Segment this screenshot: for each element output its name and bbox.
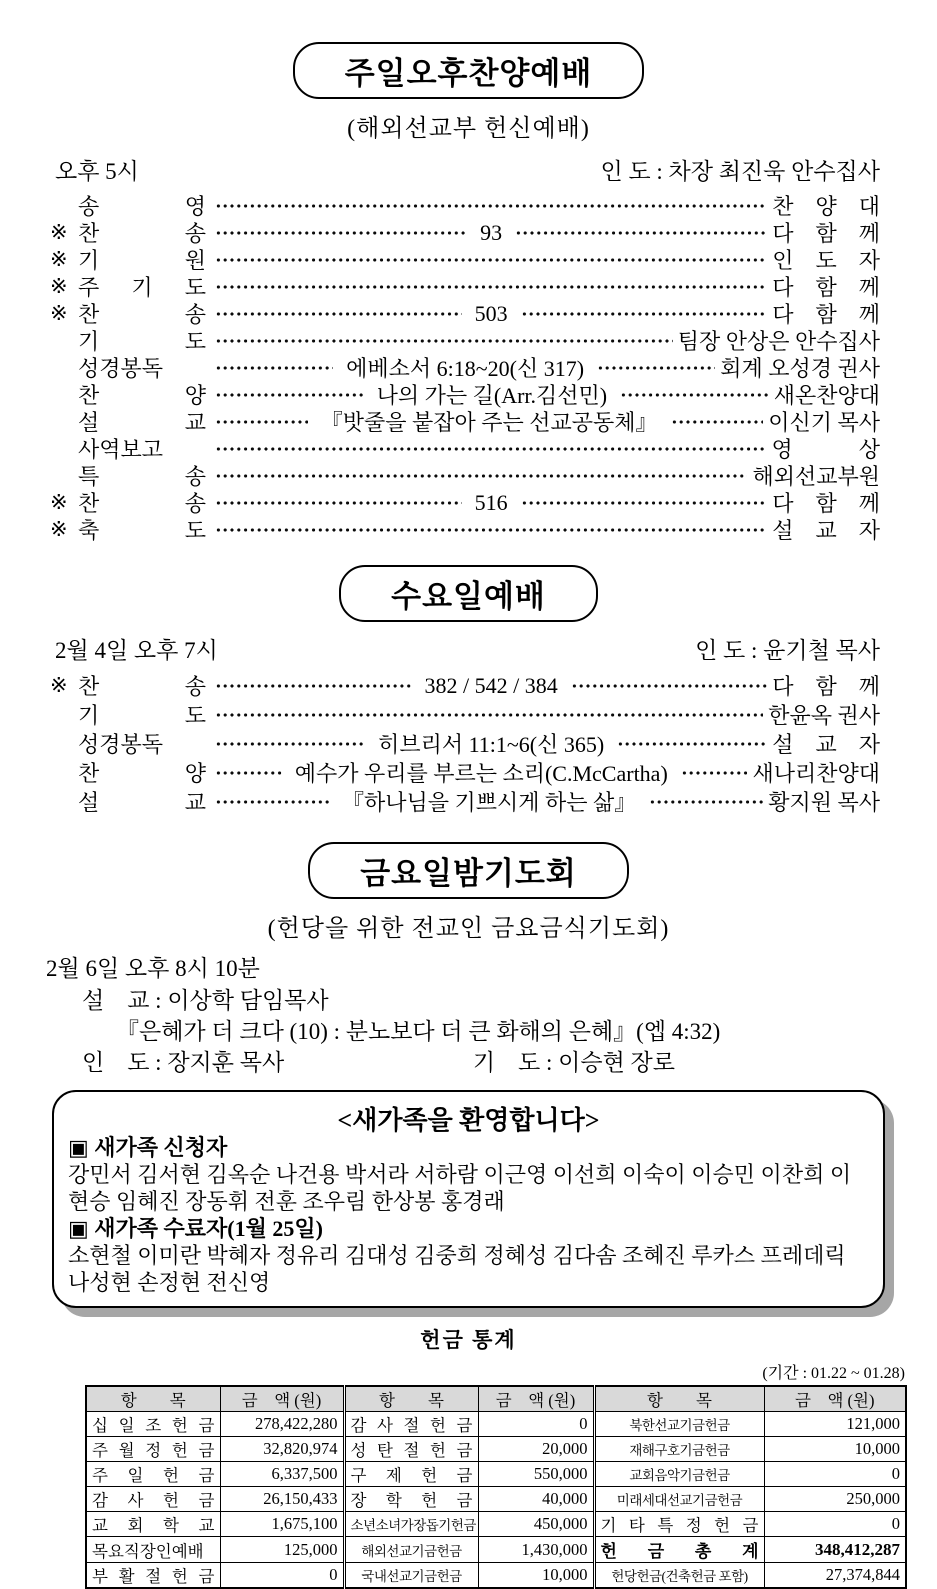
offering-statistics-table	[85, 1385, 907, 1589]
order-item-label: 축 도	[78, 518, 206, 543]
offering-table-row	[86, 1462, 906, 1487]
dotted-leader	[215, 446, 766, 452]
offering-amount-cell: 1,430,000	[478, 1537, 594, 1563]
offering-amount-cell: 0	[764, 1462, 906, 1487]
offering-amount-cell: 10,000	[478, 1563, 594, 1589]
dotted-leader	[215, 365, 333, 371]
order-item-detail: 에베소서 6:18~20(신 317)	[346, 356, 585, 381]
friday-prayer-subtitle: (헌당을 위한 전교인 금요금식기도회)	[267, 916, 670, 942]
worship-order-line	[50, 489, 880, 516]
sunday-order-list	[50, 192, 880, 543]
order-item-performer: 해외선교부원	[752, 464, 880, 489]
offering-table-row	[86, 1437, 906, 1462]
wednesday-worship-leader: 인 도 : 윤기철 목사	[695, 638, 880, 663]
order-mark: ※	[50, 517, 68, 541]
offering-item-cell: 재해구호기금헌금	[594, 1437, 764, 1462]
worship-order-line	[50, 327, 880, 354]
order-mark: ※	[50, 220, 68, 244]
worship-order-line	[50, 758, 880, 787]
dotted-leader	[215, 338, 673, 344]
order-item-label: 사역보고	[78, 437, 164, 462]
worship-order-line	[50, 729, 880, 758]
offering-item-cell: 성 탄 절 헌 금	[344, 1437, 478, 1462]
dotted-leader	[597, 365, 715, 371]
wednesday-order-list	[50, 671, 880, 816]
order-item-label: 설 교	[78, 410, 206, 435]
offering-table-row	[86, 1487, 906, 1512]
dotted-leader	[215, 257, 767, 263]
order-item-label: 찬 송	[78, 674, 206, 699]
offering-amount-cell: 1,675,100	[220, 1512, 344, 1537]
offering-item-cell: 주 월 정 헌 금	[86, 1437, 220, 1462]
order-mark: ※	[50, 274, 68, 298]
offering-amount-cell: 0	[764, 1512, 906, 1537]
worship-order-line	[50, 671, 880, 700]
offering-amount-cell: 250,000	[764, 1487, 906, 1512]
friday-prayer-line: 기 도 : 이승현 장로	[472, 1050, 675, 1075]
dotted-leader	[215, 230, 467, 236]
friday-sermon-line: 설 교 : 이상학 담임목사	[82, 988, 329, 1013]
worship-order-line	[50, 300, 880, 327]
offering-amount-cell: 121,000	[764, 1412, 906, 1437]
order-mark: ※	[50, 247, 68, 271]
offering-amount-cell: 40,000	[478, 1487, 594, 1512]
dotted-leader	[671, 419, 764, 425]
wednesday-worship-section	[0, 543, 937, 816]
offering-amount-cell: 10,000	[764, 1437, 906, 1462]
worship-order-line	[50, 700, 880, 729]
offering-amount-cell: 32,820,974	[220, 1437, 344, 1462]
worship-order-line	[50, 516, 880, 543]
order-item-performer: 다 함 께	[772, 221, 881, 246]
offering-amount-header: 금 액 (원)	[478, 1386, 594, 1412]
worship-order-line	[50, 219, 880, 246]
dotted-leader	[215, 683, 412, 689]
friday-sermon-title: 『은혜가 더 크다 (10) : 분노보다 더 큰 화해의 은혜』(엡 4:32)	[116, 1019, 721, 1044]
offering-item-cell: 목요직장인예배	[86, 1537, 220, 1563]
order-item-detail: 516	[474, 489, 508, 515]
order-item-performer: 인 도 자	[772, 248, 880, 273]
order-item-performer: 찬 양 대	[772, 194, 880, 219]
order-item-performer: 회계 오성경 권사	[720, 356, 881, 381]
new-family-graduates-heading: ▣ 새가족 수료자(1월 25일)	[68, 1216, 323, 1241]
dotted-leader	[681, 770, 748, 776]
dotted-leader	[215, 419, 308, 425]
wednesday-worship-datetime: 2월 4일 오후 7시	[55, 638, 218, 663]
offering-item-cell: 장 학 헌 금	[344, 1487, 478, 1512]
friday-prayer-datetime: 2월 6일 오후 8시 10분	[46, 955, 260, 981]
dotted-leader	[215, 473, 747, 479]
order-item-performer: 다 함 께	[772, 275, 880, 300]
order-mark: ※	[50, 490, 68, 514]
offering-item-cell: 기 타 특 정 헌 금	[594, 1512, 764, 1537]
order-item-detail: 『하나님을 기쁘시게 하는 삶』	[341, 790, 637, 815]
worship-order-line	[50, 381, 880, 408]
friday-leader-line: 인 도 : 장지훈 목사	[82, 1050, 285, 1075]
worship-order-line	[50, 435, 880, 462]
friday-night-prayer-section	[0, 816, 937, 1076]
order-item-label: 특 송	[78, 464, 206, 489]
worship-order-line	[50, 354, 880, 381]
offering-amount-cell: 450,000	[478, 1512, 594, 1537]
offering-item-cell: 미래세대선교기금헌금	[594, 1487, 764, 1512]
order-item-detail: 나의 가는 길(Arr.김선민)	[376, 383, 608, 408]
offering-table-row	[86, 1412, 906, 1437]
worship-order-line	[50, 273, 880, 300]
offering-item-cell: 교회음악기금헌금	[594, 1462, 764, 1487]
dotted-leader	[215, 712, 763, 718]
offering-amount-header: 금 액 (원)	[220, 1386, 344, 1412]
offering-item-cell: 북한선교기금헌금	[594, 1412, 764, 1437]
wednesday-worship-title: 수요일예배	[339, 565, 598, 622]
offering-table-row	[86, 1563, 906, 1589]
order-item-performer: 다 함 께	[772, 491, 881, 516]
order-item-performer: 다 함 께	[772, 674, 880, 699]
welcome-box-title: <새가족을 환영합니다>	[337, 1106, 600, 1135]
order-item-detail: 503	[474, 300, 508, 326]
dotted-leader	[215, 799, 329, 805]
offering-period-note: (기간 : 01.22 ~ 01.28)	[762, 1365, 905, 1382]
order-mark: ※	[50, 301, 68, 325]
order-item-performer: 새온찬양대	[773, 383, 881, 408]
offering-amount-cell: 278,422,280	[220, 1412, 344, 1437]
offering-item-cell: 감 사 절 헌 금	[344, 1412, 478, 1437]
dotted-leader	[620, 392, 769, 398]
dotted-leader	[571, 683, 768, 689]
offering-item-header: 항 목	[344, 1386, 478, 1412]
offering-item-cell: 헌 금 총 계	[594, 1537, 764, 1563]
order-item-detail: 『밧줄을 붙잡아 주는 선교공동체』	[320, 410, 658, 435]
order-item-performer: 설 교 자	[772, 732, 881, 757]
order-item-label: 주 기 도	[78, 275, 206, 300]
sunday-worship-time: 오후 5시	[55, 159, 139, 184]
new-family-welcome-box	[52, 1090, 885, 1308]
sunday-worship-title: 주일오후찬양예배	[293, 42, 645, 99]
order-item-performer: 영 상	[771, 437, 880, 462]
order-item-detail: 히브리서 11:1~6(신 365)	[378, 732, 605, 757]
offering-amount-cell: 125,000	[220, 1537, 344, 1563]
sunday-worship-subtitle: (해외선교부 헌신예배)	[347, 116, 590, 142]
dotted-leader	[215, 392, 364, 398]
order-item-detail: 예수가 우리를 부르는 소리(C.McCartha)	[294, 761, 668, 786]
offering-amount-cell: 26,150,433	[220, 1487, 344, 1512]
order-item-label: 기 도	[78, 703, 206, 728]
offering-table-row	[86, 1537, 906, 1563]
order-mark: ※	[50, 673, 68, 697]
offering-item-cell: 구 제 헌 금	[344, 1462, 478, 1487]
friday-prayer-title: 금요일밤기도회	[308, 842, 629, 899]
order-item-detail: 93	[480, 219, 503, 245]
offering-item-cell: 소년소녀가장돕기헌금	[344, 1512, 478, 1537]
offering-item-cell: 감 사 헌 금	[86, 1487, 220, 1512]
dotted-leader	[521, 500, 768, 506]
order-item-label: 찬 송	[78, 221, 206, 246]
dotted-leader	[215, 311, 462, 317]
offering-amount-cell: 348,412,287	[764, 1537, 906, 1563]
dotted-leader	[649, 799, 763, 805]
offering-item-header: 항 목	[594, 1386, 764, 1412]
order-item-label: 찬 송	[78, 491, 206, 516]
order-item-performer: 새나리찬양대	[752, 761, 880, 786]
sunday-worship-leader: 인 도 : 차장 최진욱 안수집사	[600, 159, 880, 184]
order-item-detail: 382 / 542 / 384	[424, 672, 558, 698]
worship-order-line	[50, 462, 880, 489]
order-item-label: 찬 양	[78, 383, 206, 408]
offering-amount-cell: 27,374,844	[764, 1563, 906, 1589]
order-item-performer: 한윤옥 권사	[768, 703, 880, 728]
offering-amount-cell: 0	[220, 1563, 344, 1589]
offering-item-cell: 십 일 조 헌 금	[86, 1412, 220, 1437]
dotted-leader	[617, 741, 767, 747]
offering-amount-cell: 550,000	[478, 1462, 594, 1487]
order-item-label: 송 영	[78, 194, 206, 219]
dotted-leader	[215, 284, 767, 290]
order-item-label: 성경봉독	[78, 356, 164, 381]
offering-amount-cell: 20,000	[478, 1437, 594, 1462]
order-item-label: 성경봉독	[78, 732, 164, 757]
offering-amount-header: 금 액 (원)	[764, 1386, 906, 1412]
dotted-leader	[215, 741, 365, 747]
worship-order-line	[50, 408, 880, 435]
offering-item-cell: 해외선교기금헌금	[344, 1537, 478, 1563]
offering-table-row	[86, 1512, 906, 1537]
offering-item-cell: 부 활 절 헌 금	[86, 1563, 220, 1589]
offering-item-cell: 헌당헌금(건축헌금 포함)	[594, 1563, 764, 1589]
worship-order-line	[50, 192, 880, 219]
order-item-performer: 황지원 목사	[768, 790, 881, 815]
order-item-performer: 팀장 안상은 안수집사	[677, 329, 880, 354]
worship-order-line	[50, 246, 880, 273]
offering-table-header-row	[86, 1386, 906, 1412]
dotted-leader	[215, 500, 462, 506]
order-item-label: 설 교	[78, 790, 206, 815]
offering-amount-cell: 6,337,500	[220, 1462, 344, 1487]
dotted-leader	[215, 203, 767, 209]
order-item-label: 찬 양	[78, 761, 206, 786]
offering-statistics-title: 헌금 통계	[420, 1328, 517, 1352]
offering-item-header: 항 목	[86, 1386, 220, 1412]
offering-item-cell: 국내선교기금헌금	[344, 1563, 478, 1589]
offering-item-cell: 교 회 학 교	[86, 1512, 220, 1537]
order-item-label: 찬 송	[78, 302, 206, 327]
order-item-performer: 설 교 자	[772, 518, 880, 543]
order-item-performer: 이신기 목사	[768, 410, 881, 435]
order-item-label: 기 원	[78, 248, 206, 273]
new-family-graduates-names: 소현철 이미란 박혜자 정유리 김대성 김중희 정혜성 김다솜 조혜진 루카스 프레데릭 나성현 손정현 전신영	[68, 1243, 846, 1295]
dotted-leader	[215, 770, 282, 776]
dotted-leader	[515, 230, 767, 236]
offering-item-cell: 주 일 헌 금	[86, 1462, 220, 1487]
sunday-afternoon-worship-section	[0, 0, 937, 543]
new-family-applicants-heading: ▣ 새가족 신청자	[68, 1135, 228, 1160]
dotted-leader	[521, 311, 768, 317]
worship-order-line	[50, 787, 880, 816]
dotted-leader	[215, 527, 767, 533]
order-item-performer: 다 함 께	[772, 302, 881, 327]
new-family-applicants-names: 강민서 김서현 김옥순 나건용 박서라 서하람 이근영 이선희 이숙이 이승민 이찬희 이현승 임혜진 장동휘 전훈 조우림 한상봉 홍경래	[68, 1162, 852, 1214]
offering-amount-cell: 0	[478, 1412, 594, 1437]
order-item-label: 기 도	[78, 329, 206, 354]
